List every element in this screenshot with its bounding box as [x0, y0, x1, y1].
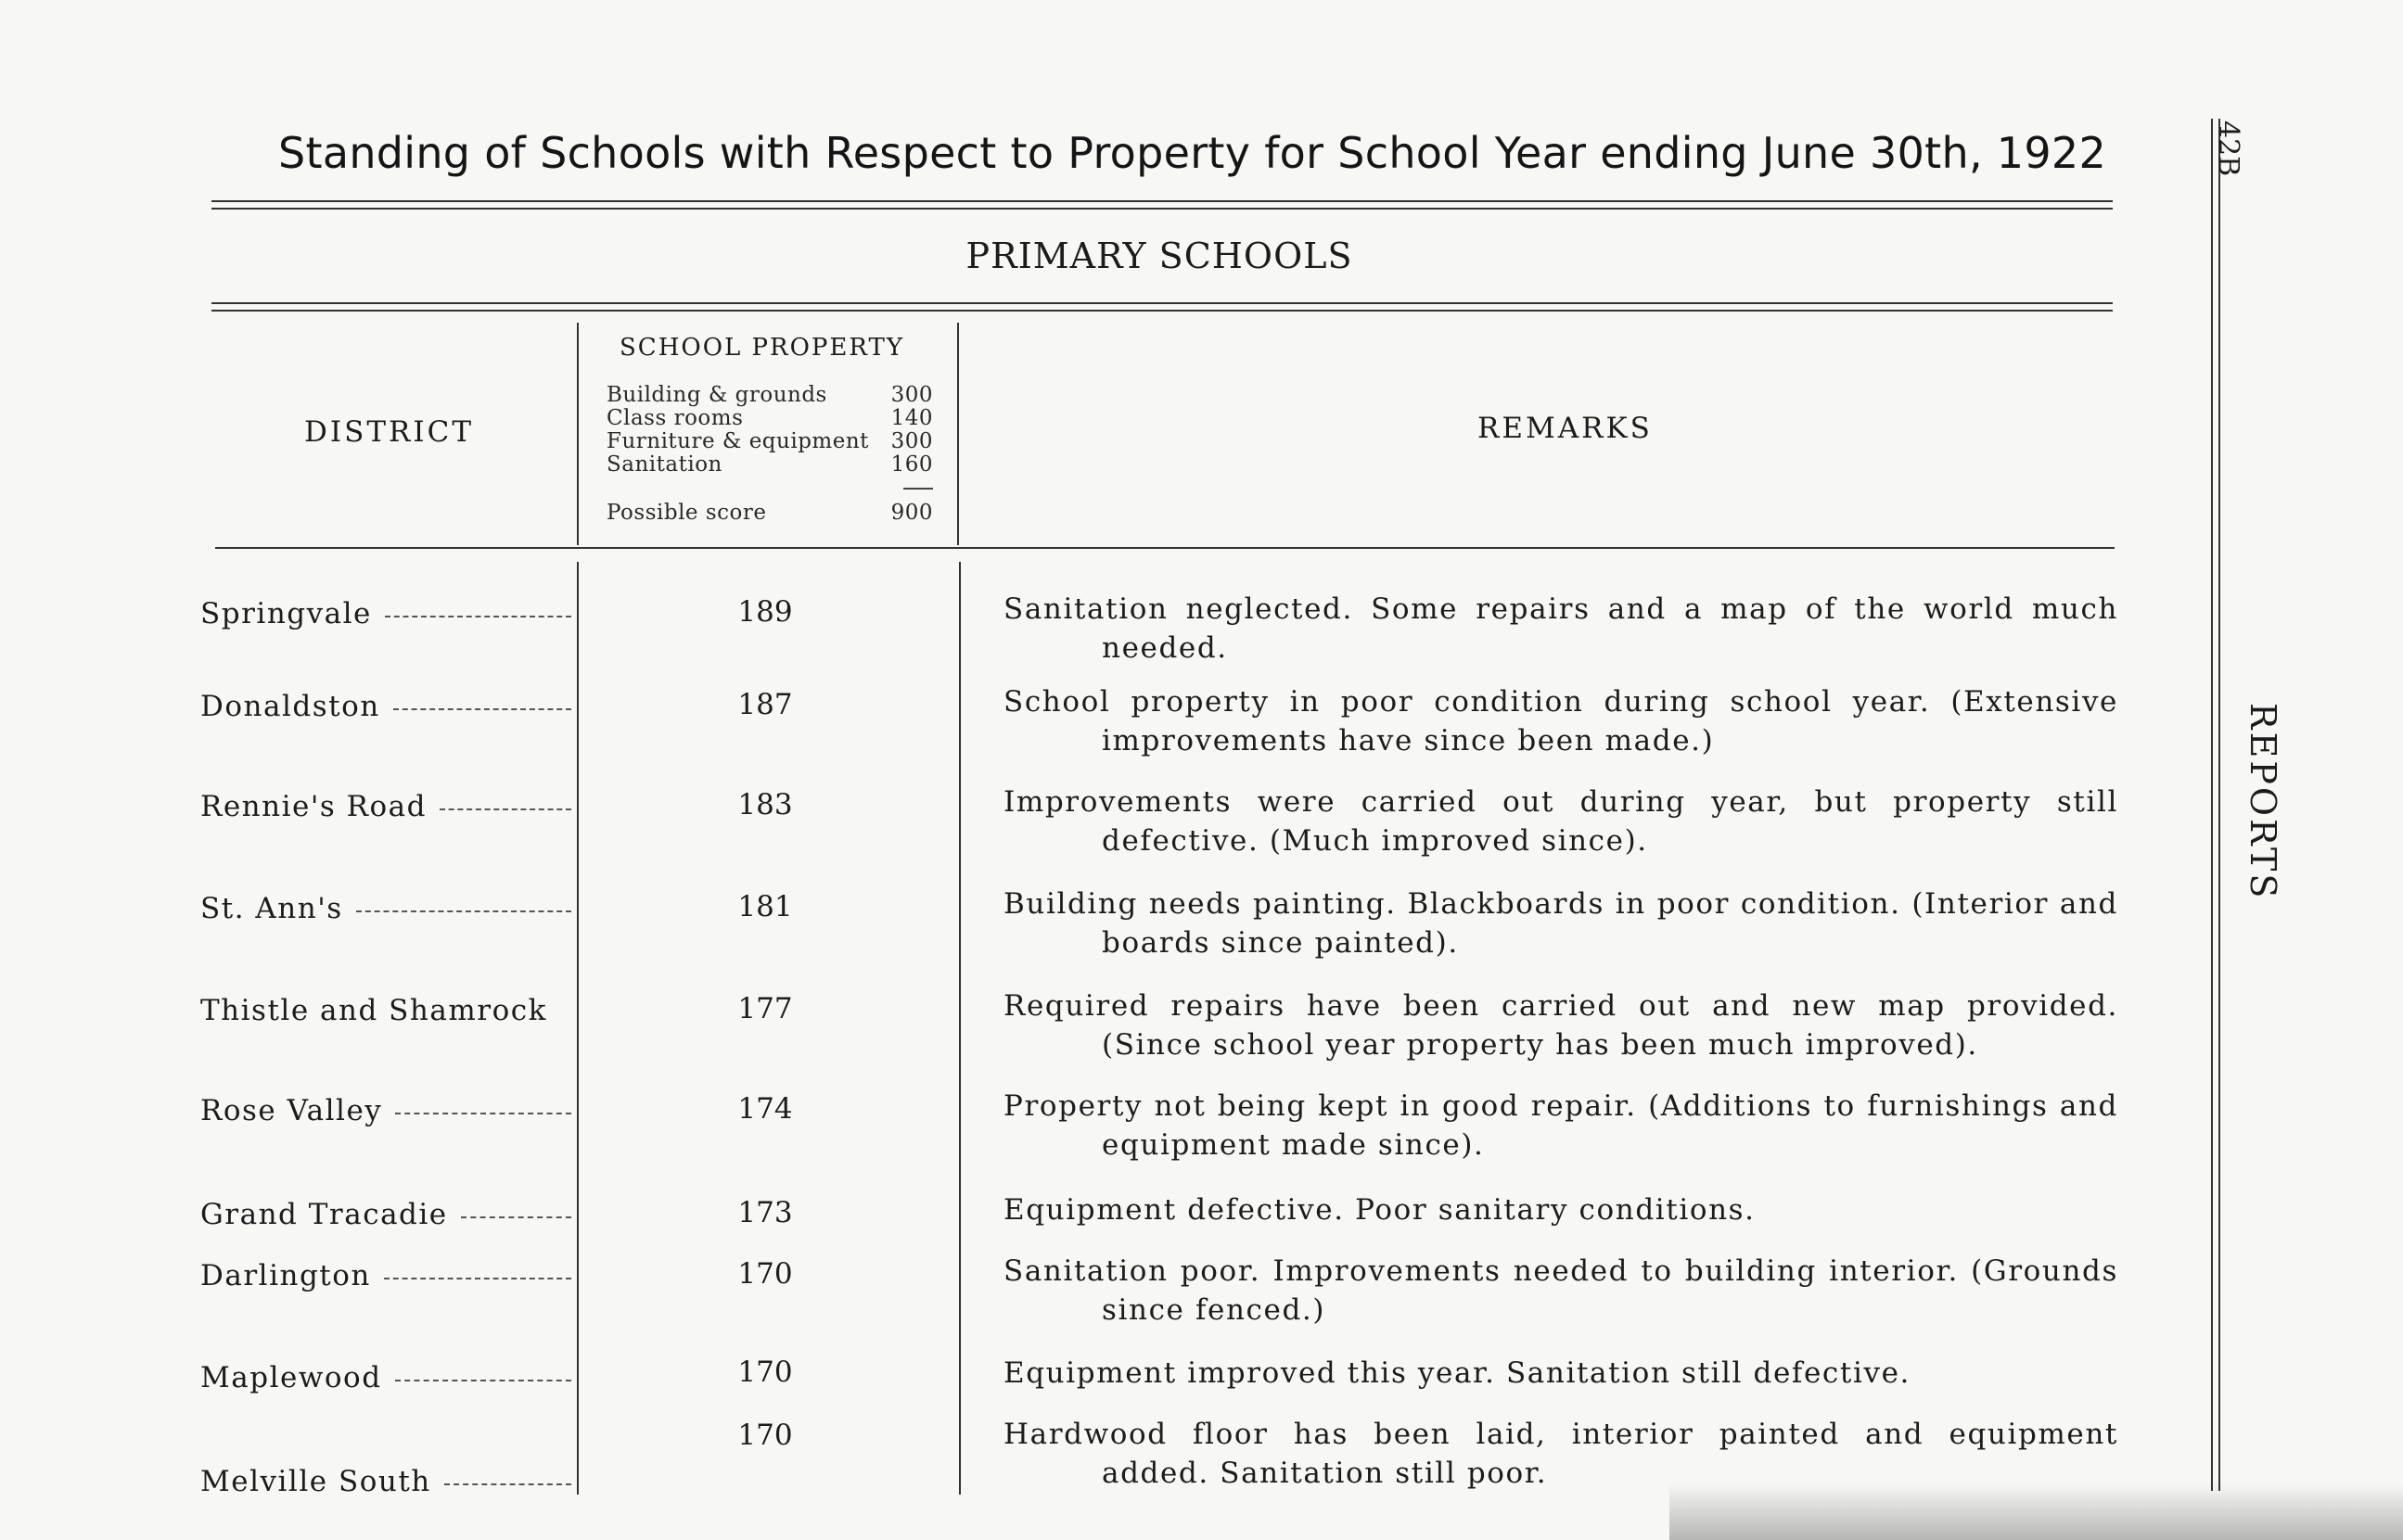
district-name: Thistle and Shamrock: [200, 994, 547, 1027]
district-name: Grand Tracadie: [200, 1198, 571, 1231]
property-score: 181: [737, 890, 793, 923]
title-rule-top: [211, 200, 2113, 202]
header-bottom-rule: [215, 547, 2115, 549]
property-item: Class rooms 140: [607, 406, 933, 430]
property-score: 170: [737, 1419, 793, 1452]
remark-text: Sanitation poor. Improvements needed to building interior. (Grounds since fenced.): [1003, 1254, 2118, 1327]
header-divider-left: [577, 323, 579, 545]
possible-score: Possible score 900: [607, 501, 933, 525]
property-score: 183: [737, 788, 793, 821]
remarks-column-header: REMARKS: [1477, 412, 1653, 445]
remark-text: Hardwood floor has been laid, interior painted and equipment added. Sanitation still poor.: [1003, 1418, 2118, 1490]
property-item: Building & grounds 300: [607, 383, 933, 407]
property-score: 174: [737, 1092, 793, 1126]
district-column-header: DISTRICT: [304, 415, 474, 449]
running-head: REPORTS: [2243, 703, 2283, 901]
property-score: 170: [737, 1355, 793, 1389]
district-name: Rose Valley: [200, 1094, 571, 1127]
district-name: Melville South: [200, 1465, 571, 1498]
district-name: Donaldston: [200, 690, 571, 723]
total-rule: [903, 488, 933, 490]
district-name: Rennie's Road: [200, 790, 571, 823]
property-score-breakdown: [607, 384, 933, 477]
property-score: 177: [737, 992, 793, 1025]
remark-text: Required repairs have been carried out and new map provided. (Since school year property has been much improved).: [1003, 989, 2118, 1062]
remark-text: Sanitation neglected. Some repairs and a map of the world much needed.: [1003, 592, 2118, 665]
leader-dots: [395, 1112, 571, 1114]
leader-dots: [444, 1483, 571, 1485]
property-item: Sanitation 160: [607, 452, 933, 477]
district-name: Darlington: [200, 1259, 571, 1292]
district-name: St. Ann's: [200, 892, 571, 925]
remark-text: Equipment defective. Poor sanitary conditions.: [1003, 1193, 1756, 1227]
header-divider-right: [957, 323, 959, 545]
leader-dots: [440, 808, 571, 810]
district-name: Springvale: [200, 597, 571, 630]
school-property-column-header: SCHOOL PROPERTY: [620, 334, 905, 362]
district-name: Maplewood: [200, 1361, 571, 1394]
section-title: PRIMARY SCHOOLS: [965, 235, 1353, 276]
leader-dots: [385, 615, 571, 617]
margin-rule-inner: [2218, 119, 2220, 1491]
remark-text: Equipment improved this year. Sanitation still defective.: [1003, 1356, 1911, 1390]
property-item: Furniture & equipment 300: [607, 429, 933, 453]
property-score: 189: [737, 595, 793, 629]
remark-text: Improvements were carried out during year, but property still defective. (Much improved since).: [1003, 785, 2118, 858]
body-divider-left: [577, 562, 579, 1495]
leader-dots: [393, 707, 571, 710]
property-score: 173: [737, 1196, 793, 1229]
scan-shadow: [1669, 1483, 2403, 1540]
remark-text: Building needs painting. Blackboards in poor condition. (Interior and boards since painted).: [1003, 887, 2118, 960]
section-rule-bottom: [211, 310, 2113, 312]
leader-dots: [356, 910, 571, 912]
page-number: 42B: [2212, 121, 2244, 177]
remark-text: Property not being kept in good repair. (Additions to furnishings and equipment made since).: [1003, 1089, 2118, 1162]
property-score: 187: [737, 688, 793, 721]
leader-dots: [395, 1379, 571, 1381]
leader-dots: [384, 1277, 571, 1279]
property-score: 170: [737, 1257, 793, 1291]
section-rule-top: [211, 302, 2113, 304]
title-rule-bottom: [211, 208, 2113, 210]
leader-dots: [461, 1215, 571, 1218]
body-divider-right: [959, 562, 961, 1495]
remark-text: School property in poor condition during school year. (Extensive improvements have since been made.): [1003, 685, 2118, 757]
margin-rule-outer: [2211, 119, 2213, 1491]
page-title: Standing of Schools with Respect to Property for School Year ending June 30th, 1922: [278, 128, 2107, 178]
